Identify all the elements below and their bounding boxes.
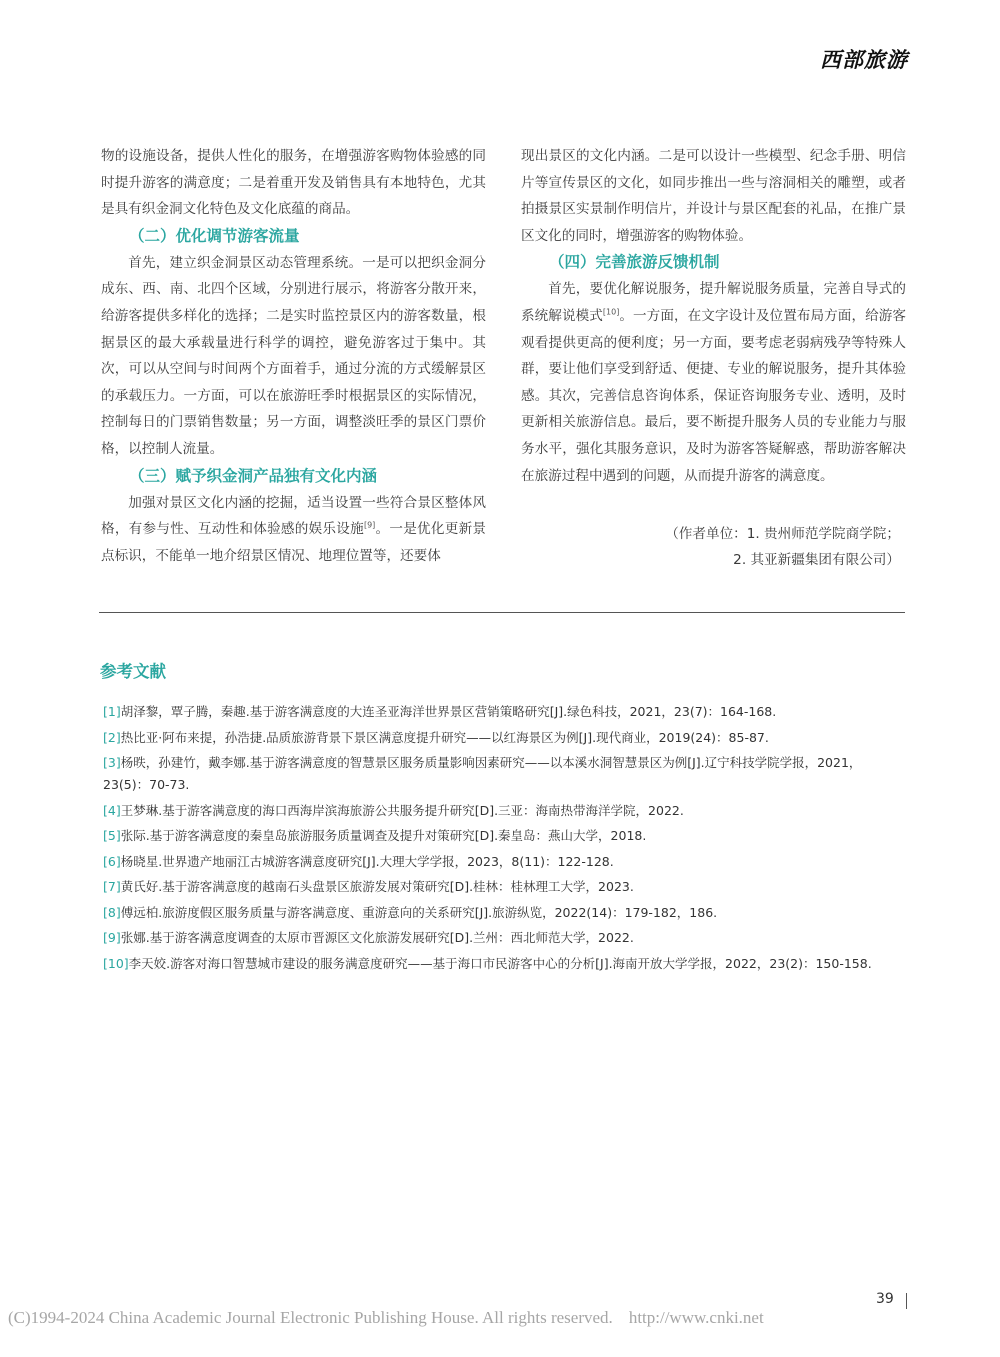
- reference-text: 张际.基于游客满意度的秦皇岛旅游服务质量调查及提升对策研究[D].秦皇岛：燕山大学，2018.: [120, 828, 647, 843]
- reference-number: [3]: [103, 755, 121, 770]
- section-heading: （二）优化调节游客流量: [129, 226, 300, 245]
- journal-logo: 西部旅游: [820, 47, 908, 72]
- left-column: [101, 143, 486, 569]
- reference-item: [103, 927, 905, 949]
- citation-mark: [10]: [602, 307, 620, 317]
- author-affiliation: [500, 521, 900, 573]
- reference-text: 杨晓星.世界遗产地丽江古城游客满意度研究[J].大理大学学报，2023，8(11)：122-128.: [120, 853, 614, 869]
- paragraph: 首先，建立织金洞景区动态管理系统。一是可以把织金洞分成东、西、南、北四个区域，分别进行展示，将游客分散开来，给游客提供多样化的选择；二是实时监控景区内的游客数量，根据景区的最大承载量进行科学的调控，避免游客过于集中。其次，可以从空间与时间两个方面着手，通过分流的方式缓解景区的承载压力。一方面，可以在旅游旺季时根据景区的实际情况，控制每日的门票销售数量；另一方面，调整淡旺季的景区门票价格，以控制人流量。: [101, 254, 486, 457]
- reference-item: [103, 851, 905, 873]
- reference-text: 张娜.基于游客满意度调查的太原市晋源区文化旅游发展研究[D].兰州：西北师范大学，2022.: [120, 930, 634, 945]
- paragraph-text: 加强对景区文化内涵的挖掘，适当设置一些符合景区整体风格，有参与性、互动性和体验感的娱乐设施: [101, 494, 486, 538]
- affiliation-line: （作者单位：1. 贵州师范学院商学院；: [665, 526, 900, 542]
- reference-text: 王梦琳.基于游客满意度的海口西海岸滨海旅游公共服务提升研究[D].三亚：海南热带海洋学院，2022.: [120, 802, 684, 818]
- page-number-divider: [906, 1293, 907, 1309]
- reference-item: [103, 752, 905, 796]
- reference-item: [103, 800, 905, 822]
- paragraph: [521, 276, 906, 489]
- reference-number: [1]: [103, 704, 121, 719]
- reference-item: [103, 825, 905, 847]
- section-divider: [99, 612, 905, 613]
- section-heading: （三）赋予织金洞产品独有文化内涵: [129, 466, 378, 485]
- reference-number: [7]: [103, 879, 121, 894]
- references-list: [103, 701, 905, 978]
- paragraph-text: 。一方面，在文字设计及位置布局方面，给游客观看提供更高的便利度；另一方面，要考虑老弱病残孕等特殊人群，要让他们享受到舒适、便捷、专业的解说服务，提升其体验感。其次，完善信息咨询体系，保证咨询服务专业、透明，及时更新相关旅游信息。最后，要不断提升服务人员的专业能力与服务水平，强化其服务意识，及时为游客答疑解惑，帮助游客解决在旅游过程中遇到的问题，从而提升游客的满意度。: [521, 307, 906, 484]
- right-column: [521, 143, 906, 489]
- reference-item: [103, 701, 905, 723]
- reference-text: 杨昳，孙建竹，戴李娜.基于游客满意度的智慧景区服务质量影响因素研究——以本溪水洞智慧景区为例[J].辽宁科技学院学报，2021，23(5)：70-73.: [103, 755, 862, 792]
- reference-text: 热比亚·阿布来提，孙浩捷.品质旅游背景下景区满意度提升研究——以红海景区为例[J].现代商业，2019(24)：85-87.: [120, 729, 769, 745]
- reference-number: [6]: [103, 853, 121, 869]
- affiliation-line: 2. 其亚新疆集团有限公司）: [733, 552, 900, 568]
- copyright-text: (C)1994-2024 China Academic Journal Electronic Publishing House. All rights reserved.: [8, 1308, 613, 1327]
- paragraph-text: 。一是优化更新景点标识，不能单一地介绍景区情况、地理位置等，还要体: [101, 521, 487, 564]
- reference-item: [103, 727, 905, 749]
- references-title: 参考文献: [100, 662, 166, 681]
- reference-number: [10]: [103, 955, 129, 971]
- reference-number: [8]: [103, 904, 121, 920]
- reference-item: [103, 953, 905, 975]
- reference-item: [103, 876, 905, 898]
- reference-text: 黄氏好.基于游客满意度的越南石头盘景区旅游发展对策研究[D].桂林：桂林理工大学，2023.: [120, 879, 634, 894]
- paragraph: [101, 490, 486, 570]
- reference-number: [9]: [103, 930, 121, 945]
- copyright-footer: [8, 1308, 998, 1328]
- reference-text: 胡泽黎，覃子腾，秦趣.基于游客满意度的大连圣亚海洋世界景区营销策略研究[J].绿色科技，2021，23(7)：164-168.: [120, 704, 777, 719]
- section-heading: （四）完善旅游反馈机制: [549, 253, 720, 272]
- paragraph-text: 首先，要优化解说服务，提升解说服务质量，完善自导式的系统解说模式: [521, 281, 906, 324]
- reference-number: [2]: [103, 729, 121, 745]
- paragraph: 现出景区的文化内涵。二是可以设计一些模型、纪念手册、明信片等宣传景区的文化，如同步推出一些与溶洞相关的雕塑，或者拍摄景区实景制作明信片，并设计与景区配套的礼品，在推广景区文化的同时，增强游客的购物体验。: [521, 148, 906, 244]
- footer-url[interactable]: http://www.cnki.net: [628, 1308, 764, 1327]
- reference-number: [5]: [103, 828, 121, 843]
- reference-item: [103, 902, 905, 924]
- paragraph: 物的设施设备，提供人性化的服务，在增强游客购物体验感的同时提升游客的满意度；二是着重开发及销售具有本地特色，尤其是具有织金洞文化特色及文化底蕴的商品。: [101, 148, 486, 218]
- citation-mark: [9]: [363, 520, 376, 530]
- reference-number: [4]: [103, 802, 121, 818]
- page-number: 39: [876, 1291, 894, 1307]
- reference-text: 傅远柏.旅游度假区服务质量与游客满意度、重游意向的关系研究[J].旅游纵览，2022(14)：179-182，186.: [120, 904, 718, 920]
- reference-text: 李天姣.游客对海口智慧城市建设的服务满意度研究——基于海口市民游客中心的分析[J].海南开放大学学报，2022，23(2)：150-158.: [128, 955, 872, 971]
